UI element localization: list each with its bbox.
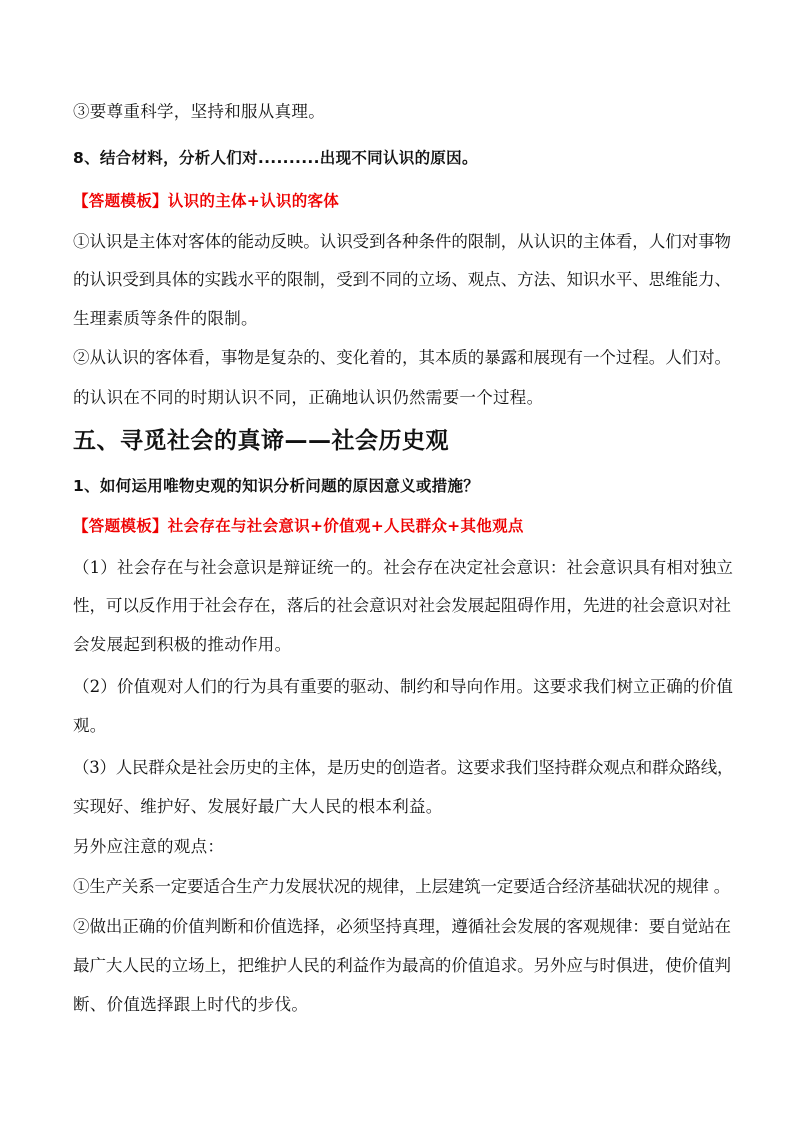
text-line: （2）价值观对人们的行为具有重要的驱动、制约和导向作用。这要求我们树立正确的价值 (73, 677, 733, 696)
text-line: 的认识受到具体的实践水平的限制，受到不同的立场、观点、方法、知识水平、思维能力、 (73, 270, 732, 289)
section-title: 五、寻觅社会的真谛——社会历史观 (73, 428, 449, 454)
text-line: ①认识是主体对客体的能动反映。认识受到各种条件的限制，从认识的主体看，人们对事物 (73, 232, 732, 251)
answer-template-label: 【答题模板】社会存在与社会意识+价值观+人民群众+其他观点 (73, 517, 524, 535)
text-line: 性，可以反作用于社会存在，落后的社会意识对社会发展起阻碍作用，先进的社会意识对社 (73, 596, 732, 615)
text-line: 最广大人民的立场上，把维护人民的利益作为最高的价值追求。另外应与时俱进，使价值判 (73, 956, 732, 975)
text-line: 断、价值选择跟上时代的步伐。 (73, 995, 309, 1014)
text-line: （3）人民群众是社会历史的主体，是历史的创造者。这要求我们坚持群众观点和群众路线， (73, 758, 734, 777)
text-line: ①生产关系一定要适合生产力发展状况的规律，上层建筑一定要适合经济基础状况的规律 。 (73, 877, 731, 896)
text-line: ②做出正确的价值判断和价值选择，必须坚持真理，遵循社会发展的客观规律：要自觉站在 (73, 917, 732, 936)
text-line: （1）社会存在与社会意识是辩证统一的。社会存在决定社会意识：社会意识具有相对独立 (73, 558, 733, 577)
text-line: 实现好、维护好、发展好最广大人民的根本利益。 (73, 797, 443, 816)
text-line: 的认识在不同的时期认识不同，正确地认识仍然需要一个过程。 (73, 388, 544, 407)
text-line: ③要尊重科学，坚持和服从真理。 (73, 102, 325, 121)
question-heading: 1、如何运用唯物史观的知识分析问题的原因意义或措施？ (73, 477, 480, 495)
text-line: 会发展起到积极的推动作用。 (73, 635, 292, 654)
text-line: ②从认识的客体看，事物是复杂的、变化着的，其本质的暴露和展现有一个过程。人们对。 (73, 348, 732, 367)
text-line: 观。 (73, 716, 107, 735)
text-line: 生理素质等条件的限制。 (73, 309, 258, 328)
text-line: 另外应注意的观点： (73, 837, 225, 856)
question-heading: 8、结合材料，分析人们对..........出现不同认识的原因。 (73, 149, 478, 167)
answer-template-label: 【答题模板】认识的主体+认识的客体 (73, 192, 340, 210)
